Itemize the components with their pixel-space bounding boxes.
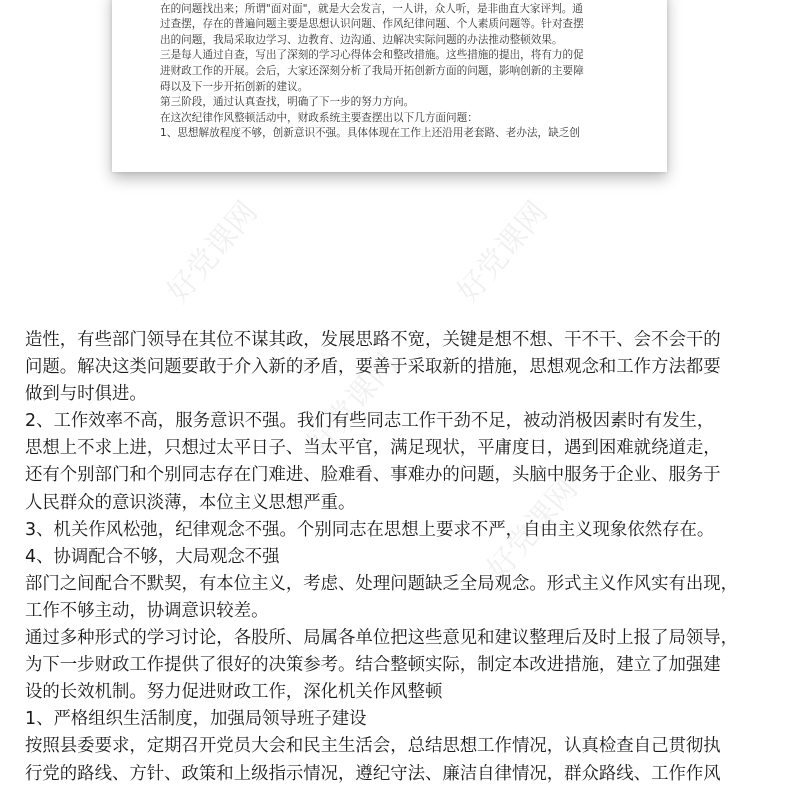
body-line: 问题。解决这类问题要敢于介入新的矛盾，要善于采取新的措施，思想观念和工作方法都要 — [25, 357, 721, 378]
body-line: 2、工作效率不高，服务意识不强。我们有些同志工作干劲不足，被动消极因素时有发生， — [25, 411, 715, 432]
document-preview-card — [112, 0, 667, 172]
preview-line: 碍以及下一步开拓创新的建议。 — [160, 80, 309, 93]
preview-line: 第三阶段，通过认真查找，明确了下一步的努力方向。 — [160, 96, 415, 109]
body-line: 思想上不求上进，只想过太平日子、当太平官，满足现状，平庸度日，遇到困难就绕道走， — [25, 438, 721, 459]
watermark: 好党课网 — [300, 347, 405, 462]
body-line: 部门之间配合不默契，有本位主义，考虑、处理问题缺乏全局观念。形式主义作风实有出现， — [25, 573, 739, 594]
watermark: 好党课网 — [160, 195, 265, 310]
body-line: 1、严格组织生活制度，加强局领导班子建设 — [25, 709, 367, 730]
preview-text-block — [160, 0, 660, 142]
body-line: 通过多种形式的学习讨论，各股所、局属各单位把这些意见和建议整理后及时上报了局领导， — [25, 628, 739, 649]
body-line: 4、协调配合不够，大局观念不强 — [25, 546, 280, 567]
preview-line: 1、思想解放程度不够，创新意识不强。具体体现在工作上还沿用老套路、老办法，缺乏创 — [160, 127, 580, 140]
preview-line: 进财政工作的开展。会后，大家还深刻分析了我局开拓创新方面的问题，影响创新的主要障 — [160, 64, 584, 77]
document-body — [25, 327, 785, 788]
watermark: 好党课网 — [450, 195, 555, 310]
body-line: 做到与时俱进。 — [25, 384, 147, 405]
preview-line: 在这次纪律作风整顿活动中，财政系统主要查摆出以下几方面问题： — [160, 111, 478, 124]
body-line: 为下一步财政工作提供了很好的决策参考。结合整顿实际，制定本改进措施，建立了加强建 — [25, 655, 721, 676]
preview-line: 在的问题找出来；所谓"面对面"，就是大会发言，一人讲，众人听，是非曲直大家评判。通 — [160, 2, 583, 15]
watermark: 好党课网 — [480, 472, 585, 587]
body-line: 人民群众的意识淡薄，本位主义思想严重。 — [25, 492, 356, 513]
body-line: 行党的路线、方针、政策和上级指示情况，遵纪守法、廉洁自律情况，群众路线、工作作风 — [25, 763, 721, 784]
preview-line: 出的问题，我局采取边学习、边教育、边沟通、边解决实际问题的办法推动整顿效果。 — [160, 33, 563, 46]
body-line: 工作不够主动，协调意识较差。 — [25, 600, 269, 621]
body-line: 按照县委要求，定期召开党员大会和民主生活会，总结思想工作情况，认真检查自己贯彻执 — [25, 736, 721, 757]
preview-line: 三是每人通过自查，写出了深刻的学习心得体会和整改措施。这些措施的提出，将有力的促 — [160, 49, 584, 62]
body-line: 3、机关作风松弛，纪律观念不强。个别同志在思想上要求不严，自由主义现象依然存在。 — [25, 519, 715, 540]
body-line: 造性，有些部门领导在其位不谋其政，发展思路不宽，关键是想不想、干不干、会不会干的 — [25, 330, 721, 350]
body-line: 设的长效机制。努力促进财政工作，深化机关作风整顿 — [25, 682, 443, 703]
preview-line: 过查摆，存在的普遍问题主要是思想认识问题、作风纪律问题、个人素质问题等。针对查摆 — [160, 18, 584, 31]
body-line: 还有个别部门和个别同志存在门难进、脸难看、事难办的问题，头脑中服务于企业、服务于 — [25, 465, 721, 486]
